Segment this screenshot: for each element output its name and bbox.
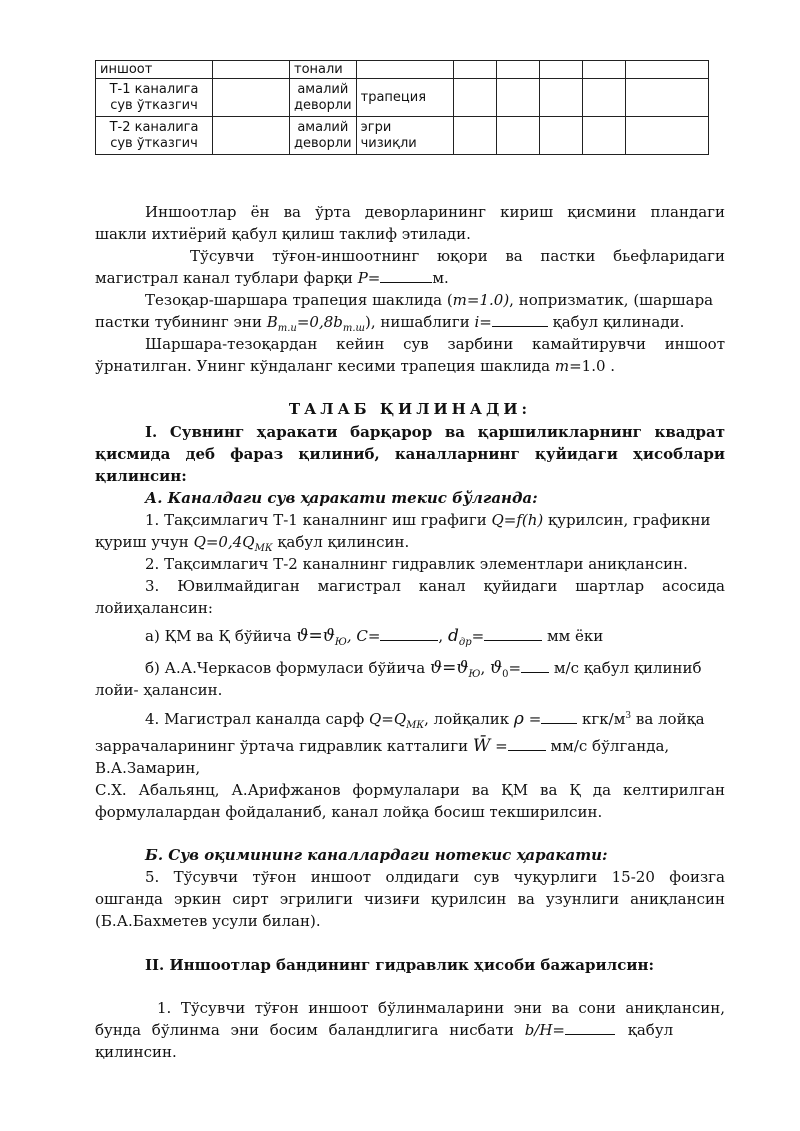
subscript: Ю bbox=[334, 637, 347, 648]
table-cell bbox=[96, 79, 213, 117]
table-cell bbox=[625, 117, 708, 155]
text-run: ва лойқа bbox=[631, 710, 705, 728]
blank-field bbox=[492, 312, 548, 327]
table-cell bbox=[290, 79, 357, 117]
section2-item1-line2 bbox=[95, 1019, 725, 1041]
table-cell bbox=[625, 61, 708, 79]
item4-line5: формулалардан фойдаланиб, канал лойқа босиш текширилсин. bbox=[95, 803, 603, 821]
table-cell bbox=[213, 61, 290, 79]
cell-line: деворли bbox=[294, 135, 352, 151]
formula-var: Р= bbox=[357, 269, 381, 287]
table-cell bbox=[213, 117, 290, 155]
item5-line3: (Б.А.Бахметев усули билан). bbox=[95, 912, 321, 930]
cell-line: сув ўтказгич bbox=[110, 135, 198, 151]
item4-line2 bbox=[95, 735, 725, 757]
text-run: бунда бўлинма эни босим баландлигига нисбати bbox=[95, 1021, 525, 1039]
text-run: , нопризматик, (шаршара bbox=[509, 291, 714, 309]
table-cell bbox=[496, 117, 539, 155]
table-cell bbox=[96, 117, 213, 155]
table-cell bbox=[582, 117, 625, 155]
text-run: қабул қилинади. bbox=[547, 313, 685, 331]
subscript: т.ш bbox=[342, 323, 366, 334]
formula-var: m=1.0) bbox=[452, 291, 510, 309]
subscript: Ю bbox=[468, 669, 481, 680]
table-cell bbox=[539, 79, 582, 117]
subsection-a-title: А. Каналдаги сув ҳаракати текис бўлганда: bbox=[145, 489, 538, 507]
intro-p3-line1 bbox=[95, 289, 725, 311]
blank-field bbox=[484, 626, 542, 641]
cell-line: эгри bbox=[360, 119, 392, 135]
text-run: мм ёки bbox=[542, 627, 604, 645]
text-run: магистрал канал тублари фарқи bbox=[95, 269, 358, 287]
subsection-b-title: Б. Сув оқимининг каналлардаги нотекис ҳаракати: bbox=[145, 846, 608, 864]
superscript: 3 bbox=[625, 711, 632, 721]
section1-line2: қисмида деб фараз қилиниб, каналларнинг қуйидаги ҳисоблари bbox=[95, 445, 725, 463]
text-run: пастки тубининг эни bbox=[95, 313, 267, 331]
table-cell bbox=[356, 61, 453, 79]
table-cell bbox=[496, 79, 539, 117]
cell-line: Т-1 каналига bbox=[109, 81, 199, 97]
item4-line3: В.А.Замарин, bbox=[95, 759, 201, 777]
cell-line: деворли bbox=[294, 97, 352, 113]
blank-field bbox=[380, 626, 438, 641]
text-run: қурилсин, графикни bbox=[543, 511, 711, 529]
text-run: заррачаларининг ўртача гидравлик катталиги bbox=[95, 737, 473, 755]
text-run: қабул қилинсин. bbox=[272, 533, 410, 551]
item4-line4: С.Х. Абальянц, А.Арифжанов формулалари ва ҚМ ва Қ да келтирилган bbox=[95, 781, 725, 799]
table-cell bbox=[213, 79, 290, 117]
item2: 2. Тақсимлагич Т-2 каналнинг гидравлик элементлари аниқлансин. bbox=[145, 555, 688, 573]
text-run: ), нишаблиги bbox=[365, 313, 475, 331]
text-run: м. bbox=[432, 269, 449, 287]
text-run: , лойқалик bbox=[424, 710, 514, 728]
table-cell bbox=[453, 117, 496, 155]
table-cell bbox=[625, 79, 708, 117]
intro-p2-line1: Тўсувчи тўғон-иншоотнинг юқори ва пастки бьефларидаги bbox=[190, 247, 725, 265]
cell-line: сув ўтказгич bbox=[110, 97, 198, 113]
item1-line1 bbox=[95, 509, 725, 531]
formula-var: Q=0,4Q bbox=[193, 533, 255, 551]
table-row bbox=[96, 79, 709, 117]
section2-item1-line3: қилинсин. bbox=[95, 1043, 177, 1061]
text-run: ўрнатилган. Унинг кўндаланг кесими трапеция шаклида bbox=[95, 357, 555, 375]
item3-line1: 3. Ювилмайдиган магистрал канал қуйидаги шартлар асосида bbox=[145, 577, 725, 595]
section1-line1: I. Сувнинг ҳаракати барқарор ва қаршиликларнинг квадрат bbox=[145, 423, 725, 441]
blank-field bbox=[565, 1020, 615, 1035]
text-run: 4. Магистрал каналда сарф bbox=[145, 710, 369, 728]
formula-var: ϑ=ϑ bbox=[429, 658, 469, 678]
table-cell bbox=[453, 61, 496, 79]
section2-item1-line1: 1. Тўсувчи тўғон иншоот бўлинмаларини эни ва сони аниқлансин, bbox=[157, 999, 725, 1017]
section1-line3: қилинсин: bbox=[95, 467, 187, 485]
requirements-heading: ТАЛАБ ҚИЛИНАДИ: bbox=[288, 400, 532, 418]
formula-var: ϑ=ϑ bbox=[296, 626, 335, 646]
text-run: = bbox=[508, 659, 522, 677]
formula-var: ρ bbox=[513, 709, 524, 729]
cell-line: амалий bbox=[297, 119, 349, 135]
item5-line1: 5. Тўсувчи тўғон иншоот олдидаги сув чуқурлиги 15-20 фоизга bbox=[145, 868, 725, 886]
formula-var: m bbox=[554, 357, 570, 375]
text-run: а) ҚМ ва Қ бўйича bbox=[145, 627, 297, 645]
subscript: т.и bbox=[277, 323, 297, 334]
table-cell: тонали bbox=[290, 61, 357, 79]
blank-field bbox=[508, 736, 546, 751]
table-cell: трапеция bbox=[356, 79, 453, 117]
text-run: кгк/м bbox=[577, 710, 626, 728]
spec-table bbox=[95, 60, 709, 155]
cell-line: Т-2 каналига bbox=[109, 119, 199, 135]
intro-p4-line1: Шаршара-тезоқардан кейин сув зарбини камайтирувчи иншоот bbox=[145, 335, 725, 353]
text-run: Тезоқар-шаршара трапеция шаклида ( bbox=[145, 291, 453, 309]
formula-var: =0,8b bbox=[296, 313, 343, 331]
intro-p1-line2: шакли ихтиёрий қабул қилиш таклиф этилади. bbox=[95, 225, 471, 243]
text-run: мм/с бўлганда, bbox=[545, 737, 670, 755]
text-run: = bbox=[523, 710, 542, 728]
subscript: др bbox=[458, 637, 472, 648]
text-run: м/с қабул қилиниб bbox=[549, 659, 702, 677]
table-cell bbox=[290, 117, 357, 155]
item3a bbox=[95, 625, 725, 654]
text-run: = bbox=[471, 627, 485, 645]
item3-line2: лойиҳалансин: bbox=[95, 599, 213, 617]
section2-title: II. Иншоотлар бандининг гидравлик ҳисоби бажарилсин: bbox=[145, 956, 654, 974]
item4-line1 bbox=[95, 705, 725, 737]
formula-var: W̄ bbox=[472, 736, 491, 756]
text-run: , bbox=[438, 627, 444, 645]
item5-line2: ошганда эркин сирт эгрилиги чизиғи қурилсин ва узунлиги аниқлансин bbox=[95, 890, 725, 908]
table-cell bbox=[356, 117, 453, 155]
intro-p2-line2 bbox=[95, 267, 725, 289]
formula-var: d bbox=[447, 626, 459, 646]
text-run: қабул bbox=[623, 1021, 674, 1039]
formula-var: Q=Q bbox=[368, 710, 407, 728]
table-cell bbox=[453, 79, 496, 117]
text-run: = bbox=[490, 737, 508, 755]
formula-var: B bbox=[266, 313, 278, 331]
text-run: , bbox=[480, 659, 490, 677]
blank-field bbox=[541, 709, 577, 724]
table-cell bbox=[539, 117, 582, 155]
intro-p4-line2 bbox=[95, 355, 725, 377]
cell-line: чизиқли bbox=[360, 135, 417, 151]
formula-var: ϑ bbox=[489, 658, 503, 678]
cell-line: амалий bbox=[297, 81, 349, 97]
table-row bbox=[96, 117, 709, 155]
intro-p1-line1: Иншоотлар ён ва ўрта деворларининг кириш қисмини пландаги bbox=[145, 203, 725, 221]
text-run: 1. Тақсимлагич Т-1 каналнинг иш графиги bbox=[145, 511, 492, 529]
blank-field bbox=[521, 658, 549, 673]
subscript: МК bbox=[406, 720, 425, 731]
item3b-line2: лойи- ҳалансин. bbox=[95, 681, 223, 699]
table-row bbox=[96, 61, 709, 79]
text-run: =1.0 . bbox=[569, 357, 616, 375]
text-run: б) А.А.Черкасов формуласи бўйича bbox=[145, 659, 430, 677]
table-cell: иншоот bbox=[96, 61, 213, 79]
table-cell bbox=[539, 61, 582, 79]
formula-var: i= bbox=[474, 313, 492, 331]
table-cell bbox=[582, 61, 625, 79]
table-cell bbox=[496, 61, 539, 79]
formula-var: , C= bbox=[346, 627, 381, 645]
blank-field bbox=[380, 268, 432, 283]
text-run: қуриш учун bbox=[95, 533, 194, 551]
subscript: 0 bbox=[502, 669, 509, 680]
formula-var: Q=f(h) bbox=[491, 511, 544, 529]
subscript: МК bbox=[254, 543, 273, 554]
table-cell bbox=[582, 79, 625, 117]
formula-var: b/H= bbox=[524, 1021, 565, 1039]
